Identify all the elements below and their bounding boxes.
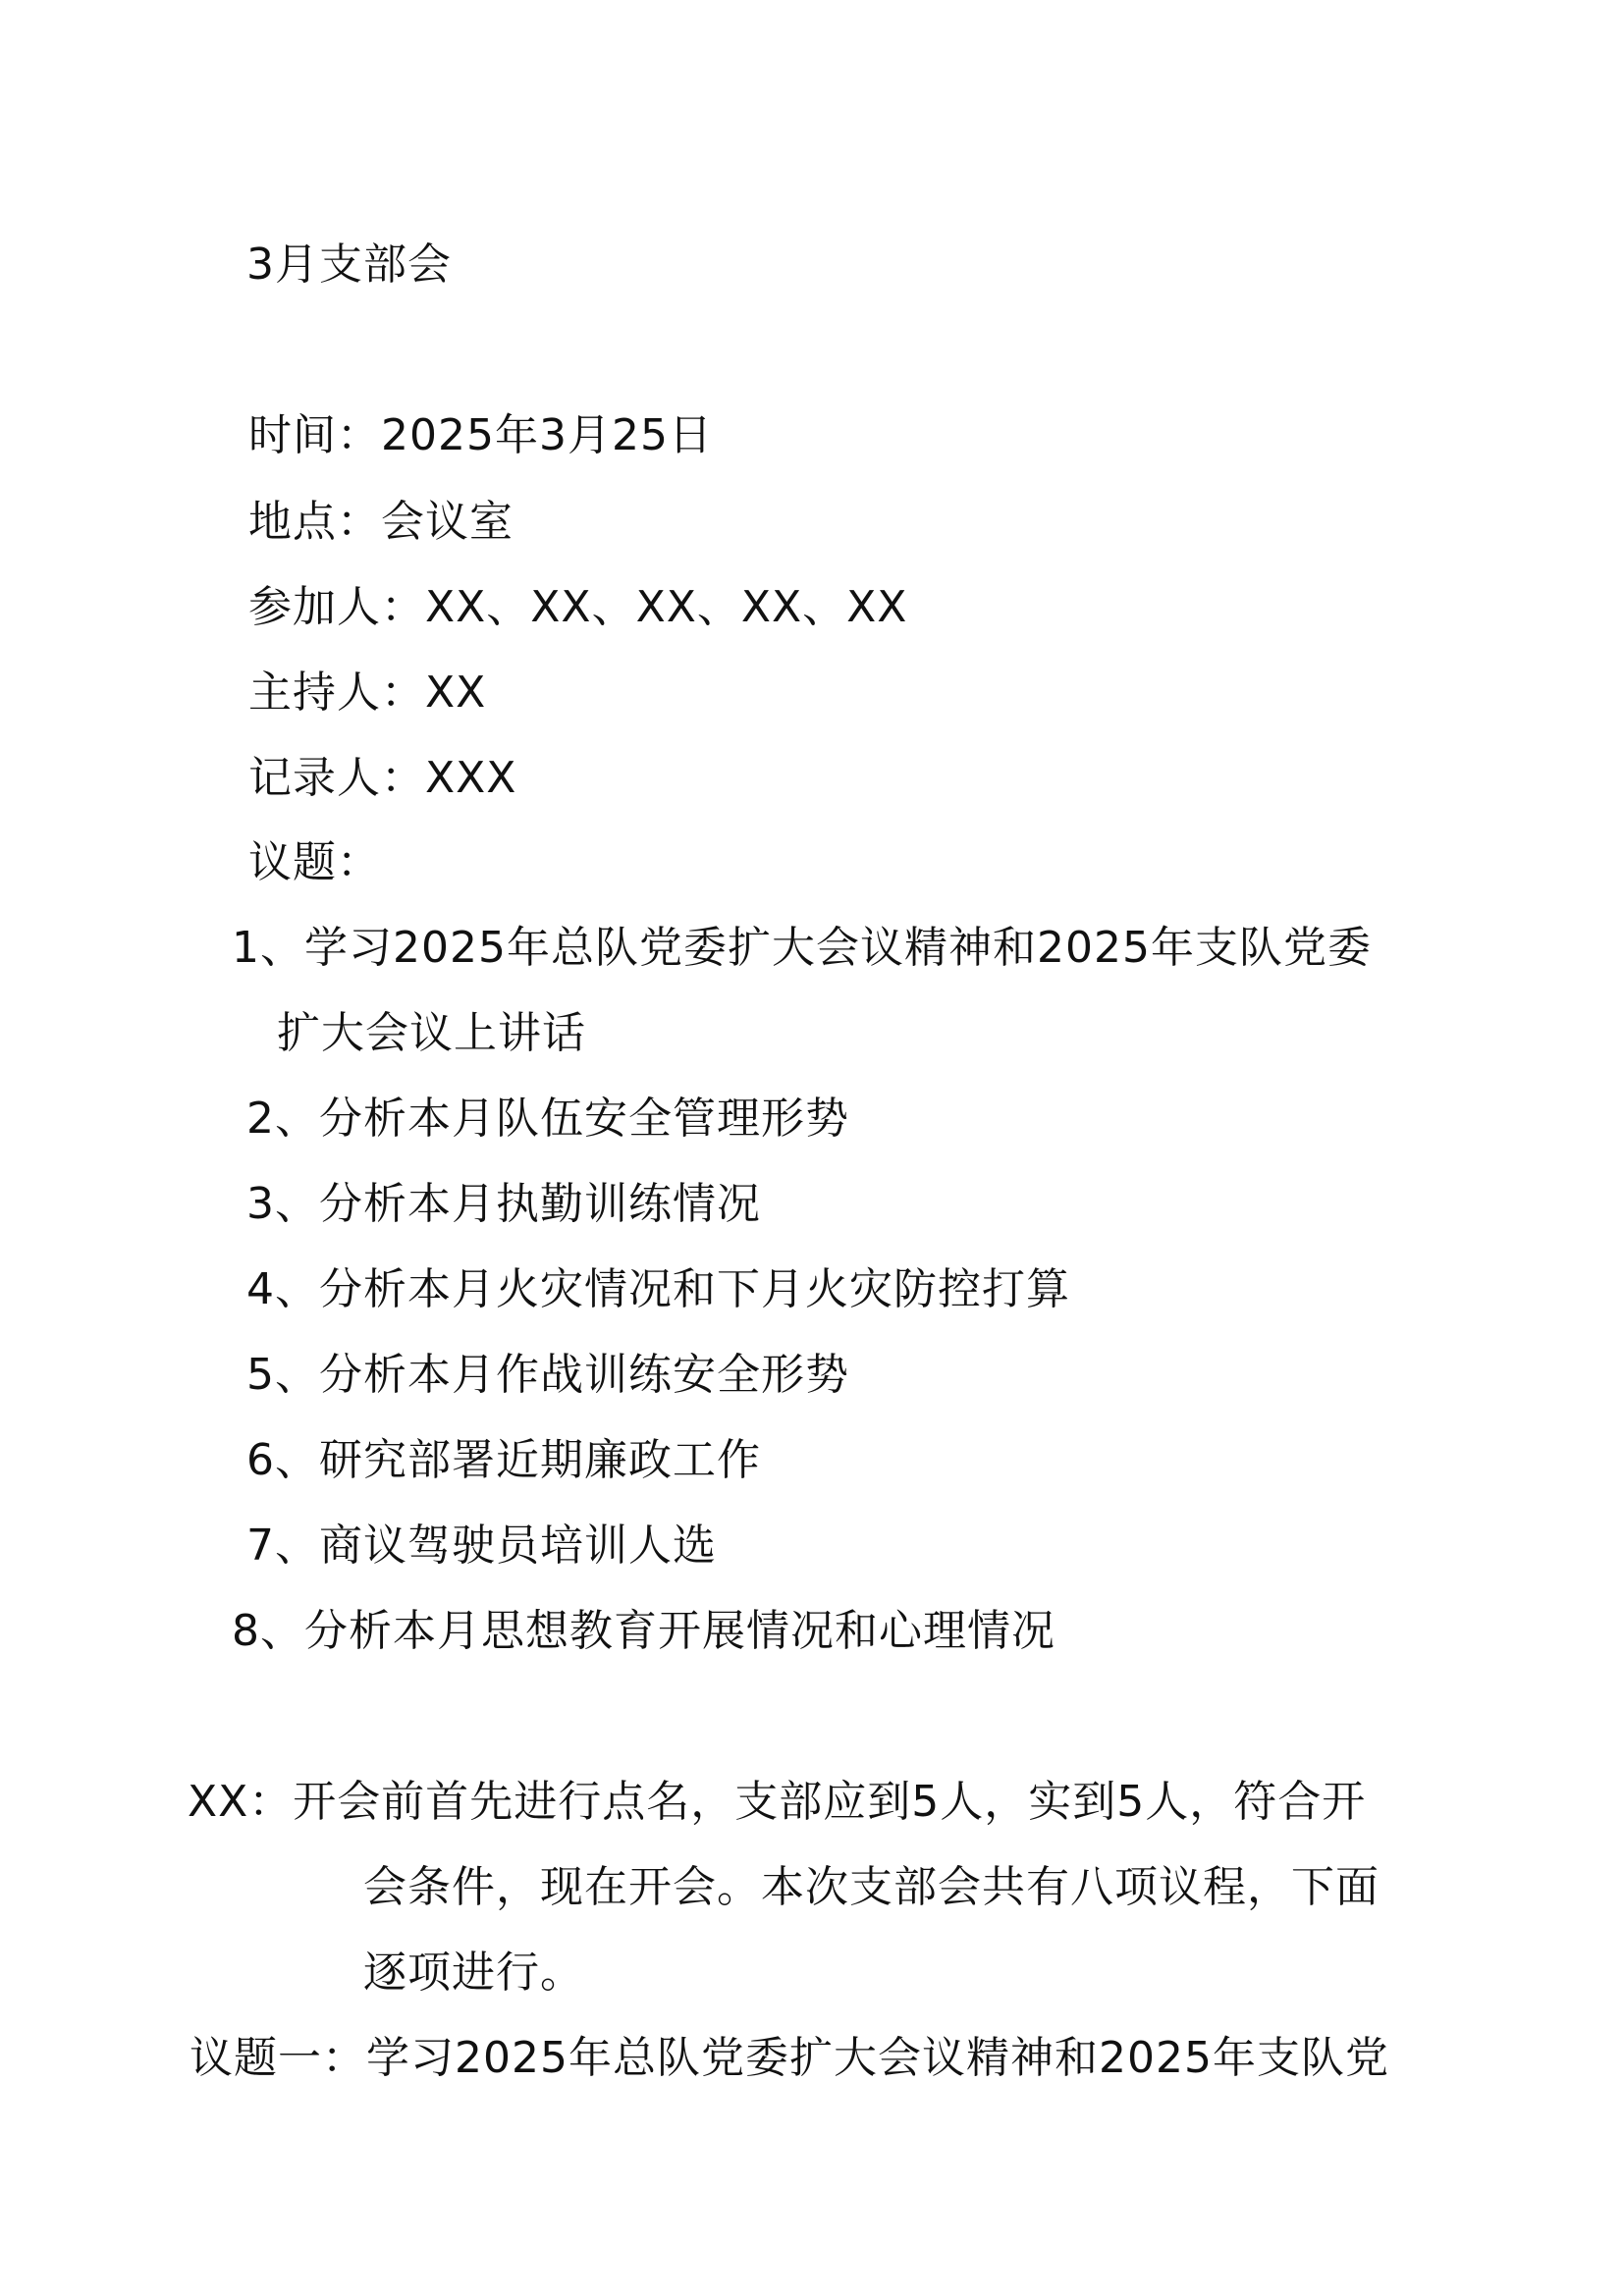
agenda-item-continuation: 扩大会议上讲话 bbox=[277, 1008, 586, 1058]
agenda-item: 6、研究部署近期廉政工作 bbox=[246, 1435, 761, 1485]
meeting-host: 主持人：XX bbox=[248, 667, 487, 718]
agenda-item: 4、分析本月火灾情况和下月火灾防控打算 bbox=[246, 1264, 1070, 1314]
speech-line: XX：开会前首先进行点名，支部应到5人，实到5人，符合开 bbox=[188, 1777, 1367, 1827]
speech-line: 逐项进行。 bbox=[363, 1948, 584, 1998]
meeting-attendees: 参加人：XX、XX、XX、XX、XX bbox=[248, 582, 908, 632]
agenda-item: 1、学习2025年总队党委扩大会议精神和2025年支队党委 bbox=[232, 923, 1372, 973]
agenda-item: 8、分析本月思想教育开展情况和心理情况 bbox=[232, 1606, 1055, 1656]
agenda-label: 议题： bbox=[248, 837, 381, 887]
agenda-item: 5、分析本月作战训练安全形势 bbox=[246, 1350, 849, 1400]
agenda-item: 7、商议驾驶员培训人选 bbox=[246, 1521, 717, 1571]
meeting-place: 地点：会议室 bbox=[248, 497, 514, 547]
topic-one-heading: 议题一：学习2025年总队党委扩大会议精神和2025年支队党 bbox=[189, 2033, 1389, 2083]
speech-line: 会条件，现在开会。本次支部会共有八项议程，下面 bbox=[363, 1862, 1380, 1912]
meeting-recorder: 记录人：XXX bbox=[248, 753, 517, 803]
document-title: 3月支部会 bbox=[246, 240, 452, 290]
agenda-item: 3、分析本月执勤训练情况 bbox=[246, 1179, 761, 1229]
meeting-time: 时间：2025年3月25日 bbox=[248, 410, 713, 460]
agenda-item: 2、分析本月队伍安全管理形势 bbox=[246, 1094, 849, 1144]
